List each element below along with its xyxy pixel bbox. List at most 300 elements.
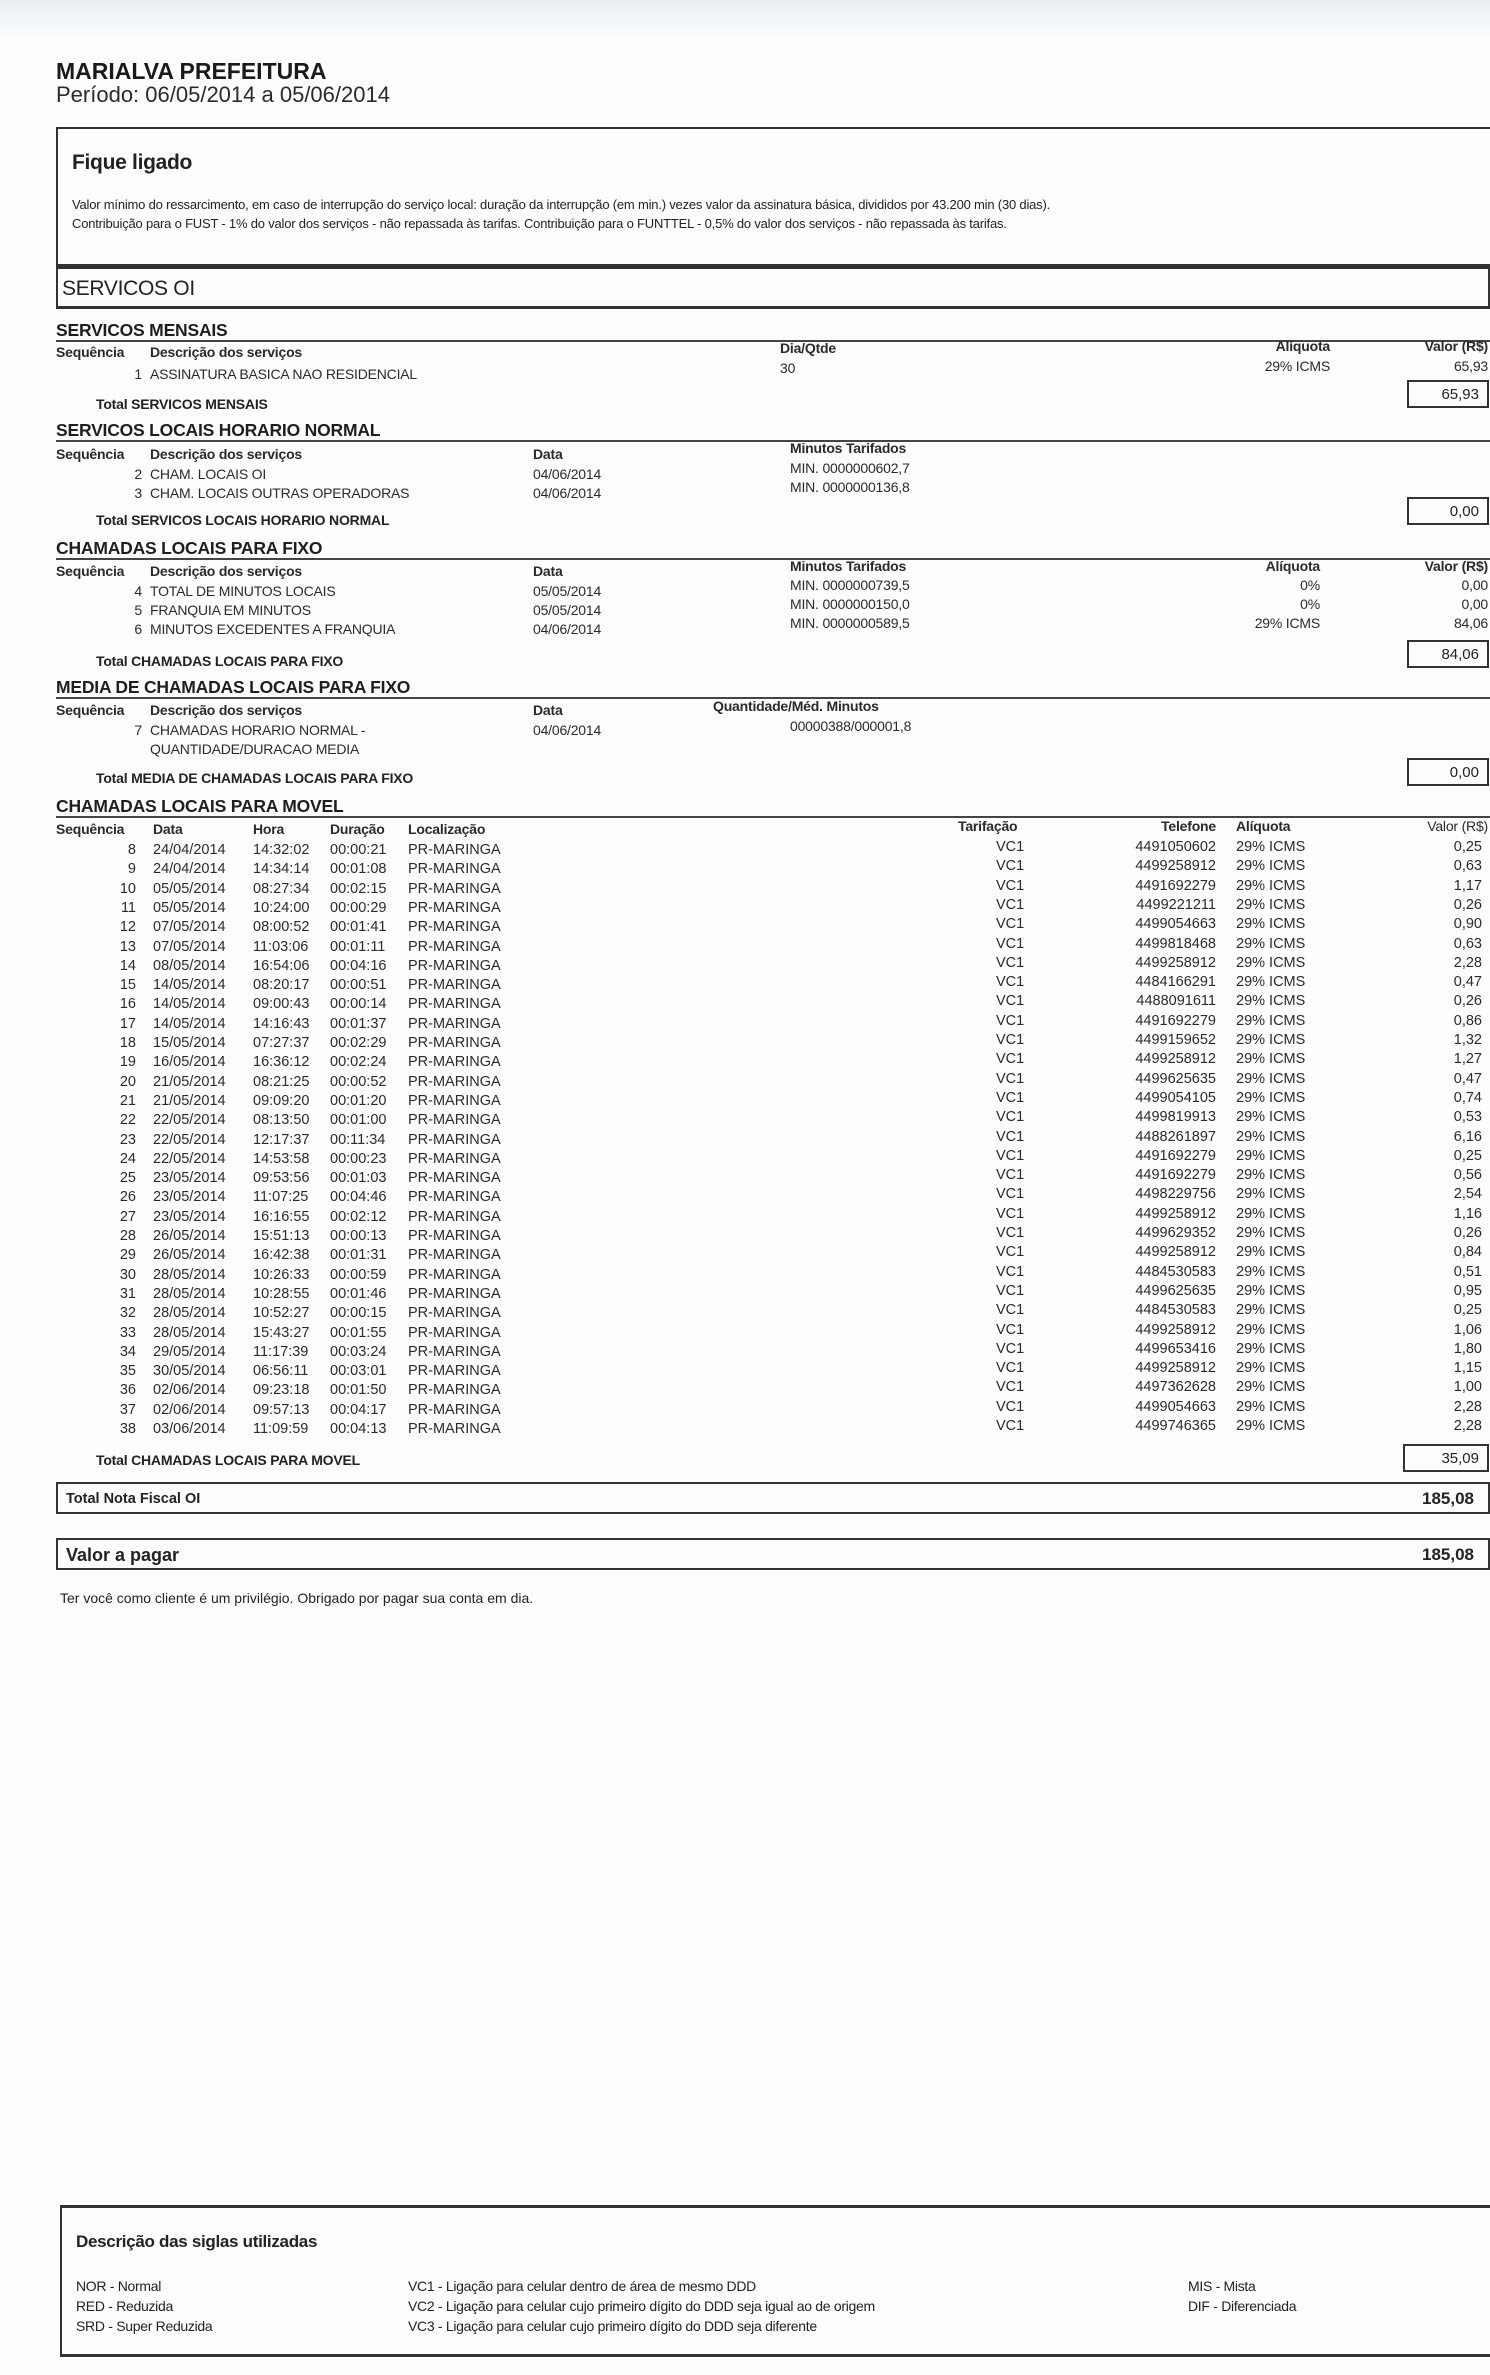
- row-aliquota: 29% ICMS: [1236, 1205, 1306, 1222]
- row-aliquota: 29% ICMS: [1236, 935, 1306, 952]
- row-valor: 6,16: [1453, 1128, 1482, 1145]
- row-valor: 2,54: [1453, 1186, 1482, 1203]
- row-tarifacao: VC1: [996, 1321, 1025, 1338]
- row-telefone: 4491692279: [1135, 877, 1216, 894]
- row-data: 28/05/2014: [153, 1285, 226, 1302]
- row-minutos: MIN. 0000000739,5: [790, 577, 910, 593]
- row-aliquota: 29% ICMS: [1236, 974, 1306, 991]
- row-aliquota: 29% ICMS: [1264, 358, 1330, 374]
- row-data: 07/05/2014: [153, 938, 226, 955]
- row-hora: 16:42:38: [253, 1247, 310, 1264]
- row-tarifacao: VC1: [996, 1051, 1025, 1068]
- row-hora: 10:52:27: [253, 1305, 310, 1322]
- row-localizacao: PR-MARINGA: [408, 1382, 501, 1399]
- row-aliquota: 29% ICMS: [1236, 916, 1306, 933]
- row-seq: 8: [127, 842, 136, 858]
- row-data: 08/05/2014: [153, 957, 226, 974]
- row-telefone: 4488091611: [1136, 993, 1216, 1010]
- row-seq: 4: [134, 583, 142, 599]
- row-duracao: 00:00:29: [330, 899, 387, 916]
- legend-item: MIS - Mista: [1188, 2278, 1256, 2294]
- row-duracao: 00:00:21: [330, 842, 387, 858]
- col-header-aliquota: Alíquota: [1265, 558, 1320, 574]
- row-localizacao: PR-MARINGA: [408, 1266, 501, 1283]
- row-valor: 1,06: [1453, 1321, 1482, 1338]
- row-data: 28/05/2014: [153, 1266, 226, 1283]
- row-tarifacao: VC1: [996, 935, 1025, 952]
- row-minutos: MIN. 0000000136,8: [790, 479, 910, 495]
- row-localizacao: PR-MARINGA: [408, 899, 501, 916]
- total-nota-fiscal-box: [56, 1482, 1490, 1514]
- col-header-minutos: Minutos Tarifados: [790, 558, 907, 574]
- row-telefone: 4499258912: [1135, 1321, 1216, 1338]
- row-hora: 08:00:52: [253, 919, 310, 936]
- row-aliquota: 29% ICMS: [1236, 1109, 1306, 1126]
- row-valor: 0,95: [1453, 1282, 1482, 1299]
- row-tarifacao: VC1: [996, 1032, 1025, 1048]
- col-header-seq: Sequência: [56, 702, 125, 718]
- services-header-box: [56, 267, 1490, 309]
- row-aliquota: 29% ICMS: [1236, 1186, 1306, 1203]
- col-header-seq: Sequência: [56, 446, 125, 462]
- row-duracao: 00:00:15: [330, 1305, 387, 1322]
- row-tarifacao: VC1: [996, 839, 1025, 855]
- row-valor: 2,28: [1453, 1418, 1482, 1434]
- row-data: 02/06/2014: [153, 1401, 226, 1418]
- row-duracao: 00:01:08: [330, 861, 387, 878]
- row-tarifacao: VC1: [996, 1186, 1025, 1203]
- row-hora: 16:36:12: [253, 1054, 310, 1071]
- row-data: 14/05/2014: [153, 977, 226, 994]
- row-data: 14/05/2014: [153, 996, 226, 1013]
- row-valor: 84,06: [1453, 615, 1488, 631]
- row-seq: 36: [119, 1382, 136, 1399]
- row-valor: 0,25: [1453, 839, 1482, 855]
- row-data: 05/05/2014: [153, 880, 226, 897]
- col-header-aliquota: Alíquota: [1236, 818, 1291, 834]
- row-data: 22/05/2014: [153, 1112, 226, 1129]
- row-telefone: 4491692279: [1135, 1147, 1216, 1164]
- row-duracao: 00:03:24: [330, 1343, 387, 1360]
- row-data: 23/05/2014: [153, 1170, 226, 1187]
- row-hora: 11:03:06: [253, 938, 309, 955]
- row-aliquota: 29% ICMS: [1236, 839, 1306, 855]
- row-aliquota: 29% ICMS: [1236, 1302, 1306, 1319]
- row-seq: 32: [119, 1305, 136, 1322]
- row-hora: 09:00:43: [253, 996, 310, 1013]
- thank-you-message: Ter você como cliente é um privilégio. Obrigado por pagar sua conta em dia.: [60, 1590, 534, 1606]
- col-header-seq: Sequência: [56, 344, 125, 360]
- row-aliquota: 29% ICMS: [1236, 1379, 1306, 1396]
- row-tarifacao: VC1: [996, 1147, 1025, 1164]
- section-title-media: MEDIA DE CHAMADAS LOCAIS PARA FIXO: [56, 677, 411, 697]
- row-aliquota: 29% ICMS: [1236, 1340, 1306, 1357]
- row-seq: 17: [119, 1015, 136, 1032]
- row-duracao: 00:01:41: [330, 919, 387, 936]
- row-telefone: 4499818468: [1135, 935, 1216, 952]
- row-seq: 37: [119, 1401, 136, 1418]
- row-aliquota: 0%: [1300, 577, 1320, 593]
- row-data: 23/05/2014: [153, 1189, 226, 1206]
- notice-line-1: Valor mínimo do ressarcimento, em caso de interrupção do serviço local: duração da interrupção (em min.) vezes valor da assinatura básica, divididos por 43.200 min (30 dias).: [72, 197, 1051, 212]
- row-minutos: MIN. 0000000150,0: [790, 596, 910, 612]
- row-valor: 2,28: [1453, 954, 1482, 971]
- row-data: 22/05/2014: [153, 1150, 226, 1167]
- row-telefone: 4491692279: [1135, 1167, 1216, 1184]
- row-valor: 1,16: [1453, 1205, 1482, 1222]
- row-tarifacao: VC1: [996, 1418, 1025, 1434]
- row-duracao: 00:00:59: [330, 1266, 387, 1283]
- row-seq: 27: [119, 1208, 136, 1225]
- row-valor: 0,25: [1453, 1302, 1482, 1319]
- row-data: 23/05/2014: [153, 1208, 226, 1225]
- scan-edge: [0, 0, 1490, 40]
- row-localizacao: PR-MARINGA: [408, 1421, 501, 1437]
- col-header-data: Data: [533, 446, 563, 462]
- row-duracao: 00:01:37: [330, 1015, 387, 1032]
- row-tarifacao: VC1: [996, 1263, 1025, 1280]
- row-data: 21/05/2014: [153, 1073, 226, 1090]
- row-seq: 25: [119, 1170, 136, 1187]
- col-header-hora: Hora: [253, 821, 285, 837]
- row-duracao: 00:00:52: [330, 1073, 387, 1090]
- total-label-fixo: Total CHAMADAS LOCAIS PARA FIXO: [96, 653, 344, 669]
- row-data: 22/05/2014: [153, 1131, 226, 1148]
- row-seq: 28: [119, 1228, 136, 1244]
- col-header-seq: Sequência: [56, 563, 125, 579]
- row-data: 29/05/2014: [153, 1343, 226, 1360]
- row-aliquota: 29% ICMS: [1236, 1418, 1306, 1434]
- row-localizacao: PR-MARINGA: [408, 1401, 501, 1418]
- row-aliquota: 29% ICMS: [1236, 1244, 1306, 1261]
- row-duracao: 00:11:34: [330, 1131, 386, 1148]
- row-duracao: 00:01:20: [330, 1092, 387, 1109]
- row-seq: 23: [119, 1131, 136, 1148]
- total-nota-fiscal-label: Total Nota Fiscal OI: [66, 1491, 201, 1507]
- row-localizacao: PR-MARINGA: [408, 1092, 501, 1109]
- row-aliquota: 29% ICMS: [1236, 954, 1306, 971]
- col-header-desc: Descrição dos serviços: [150, 702, 303, 718]
- row-seq: 31: [119, 1285, 136, 1302]
- row-localizacao: PR-MARINGA: [408, 1305, 501, 1322]
- row-aliquota: 29% ICMS: [1236, 1089, 1306, 1106]
- total-label-media: Total MEDIA DE CHAMADAS LOCAIS PARA FIXO: [96, 770, 414, 786]
- row-desc-cont: QUANTIDADE/DURACAO MEDIA: [150, 741, 360, 757]
- row-localizacao: PR-MARINGA: [408, 1208, 501, 1225]
- row-seq: 7: [134, 722, 142, 738]
- legend-item: RED - Reduzida: [76, 2298, 173, 2314]
- row-localizacao: PR-MARINGA: [408, 957, 501, 974]
- row-data: 26/05/2014: [153, 1228, 226, 1244]
- row-tarifacao: VC1: [996, 1109, 1025, 1126]
- row-data: 28/05/2014: [153, 1324, 226, 1341]
- row-data: 07/05/2014: [153, 919, 226, 936]
- row-aliquota: 29% ICMS: [1236, 1263, 1306, 1280]
- row-seq: 20: [119, 1073, 136, 1090]
- row-seq: 38: [119, 1421, 136, 1437]
- row-hora: 14:34:14: [253, 861, 310, 878]
- col-header-minutos: Minutos Tarifados: [790, 440, 907, 456]
- row-seq: 6: [134, 621, 142, 637]
- col-header-localizacao: Localização: [408, 821, 486, 837]
- row-duracao: 00:00:23: [330, 1150, 387, 1167]
- row-desc: MINUTOS EXCEDENTES A FRANQUIA: [150, 621, 396, 637]
- row-localizacao: PR-MARINGA: [408, 1131, 501, 1148]
- row-valor: 0,56: [1453, 1167, 1482, 1184]
- row-hora: 15:43:27: [253, 1324, 310, 1341]
- legend-item: NOR - Normal: [76, 2278, 162, 2294]
- row-tarifacao: VC1: [996, 1089, 1025, 1106]
- row-tarifacao: VC1: [996, 974, 1025, 991]
- row-valor: 0,74: [1453, 1089, 1482, 1106]
- row-qty: 30: [780, 360, 796, 376]
- row-telefone: 4499221211: [1136, 896, 1216, 913]
- notice-title: Fique ligado: [72, 151, 193, 174]
- row-localizacao: PR-MARINGA: [408, 1015, 501, 1032]
- row-data: 05/05/2014: [153, 899, 226, 916]
- row-hora: 16:16:55: [253, 1208, 310, 1225]
- col-header-qty: Dia/Qtde: [780, 340, 836, 356]
- row-data: 15/05/2014: [153, 1035, 226, 1051]
- col-header-data: Data: [153, 821, 183, 837]
- row-aliquota: 29% ICMS: [1236, 1321, 1306, 1338]
- row-data: 28/05/2014: [153, 1305, 226, 1322]
- row-hora: 14:32:02: [253, 842, 310, 858]
- row-tarifacao: VC1: [996, 1244, 1025, 1261]
- row-seq: 2: [134, 466, 142, 482]
- row-valor: 0,26: [1453, 896, 1482, 913]
- row-localizacao: PR-MARINGA: [408, 1363, 501, 1380]
- row-seq: 12: [119, 919, 136, 936]
- row-telefone: 4484166291: [1135, 974, 1216, 991]
- row-tarifacao: VC1: [996, 1070, 1025, 1087]
- row-duracao: 00:01:46: [330, 1285, 387, 1302]
- row-aliquota: 29% ICMS: [1236, 896, 1306, 913]
- row-tarifacao: VC1: [996, 1282, 1025, 1299]
- row-valor: 0,26: [1453, 993, 1482, 1010]
- row-localizacao: PR-MARINGA: [408, 1285, 501, 1302]
- legend-item: DIF - Diferenciada: [1188, 2298, 1297, 2314]
- row-tarifacao: VC1: [996, 916, 1025, 933]
- row-aliquota: 29% ICMS: [1236, 1128, 1306, 1145]
- row-seq: 21: [119, 1092, 136, 1109]
- total-value-locais: 0,00: [1407, 497, 1489, 525]
- row-duracao: 00:04:13: [330, 1421, 387, 1437]
- section-title-movel: CHAMADAS LOCAIS PARA MOVEL: [56, 796, 344, 816]
- row-aliquota: 29% ICMS: [1236, 1070, 1306, 1087]
- row-telefone: 4484530583: [1135, 1302, 1216, 1319]
- row-aliquota: 29% ICMS: [1236, 858, 1306, 875]
- row-tarifacao: VC1: [996, 896, 1025, 913]
- row-valor: 2,28: [1453, 1398, 1482, 1415]
- row-seq: 35: [119, 1363, 136, 1380]
- row-telefone: 4499258912: [1135, 954, 1216, 971]
- row-telefone: 4499258912: [1135, 1360, 1216, 1377]
- row-localizacao: PR-MARINGA: [408, 1343, 501, 1360]
- row-duracao: 00:04:46: [330, 1189, 387, 1206]
- row-valor: 1,80: [1453, 1340, 1482, 1357]
- row-hora: 09:23:18: [253, 1382, 310, 1399]
- row-data: 16/05/2014: [153, 1054, 226, 1071]
- row-telefone: 4488261897: [1135, 1128, 1216, 1145]
- row-tarifacao: VC1: [996, 1379, 1025, 1396]
- row-data: 24/04/2014: [153, 861, 226, 878]
- row-duracao: 00:00:13: [330, 1228, 387, 1244]
- row-quantidade: 00000388/000001,8: [790, 718, 912, 734]
- row-valor: 0,63: [1453, 858, 1482, 875]
- row-seq: 16: [119, 996, 136, 1013]
- row-localizacao: PR-MARINGA: [408, 996, 501, 1013]
- row-data: 24/04/2014: [153, 842, 226, 858]
- row-desc: CHAMADAS HORARIO NORMAL -: [150, 722, 366, 738]
- row-hora: 15:51:13: [253, 1228, 310, 1244]
- row-tarifacao: VC1: [996, 877, 1025, 894]
- row-seq: 26: [119, 1189, 136, 1206]
- row-valor: 0,63: [1453, 935, 1482, 952]
- total-label-mensais: Total SERVICOS MENSAIS: [96, 396, 268, 412]
- total-nota-fiscal-value: 185,08: [1422, 1489, 1474, 1508]
- row-valor: 0,86: [1453, 1012, 1482, 1029]
- row-telefone: 4499653416: [1135, 1340, 1216, 1357]
- row-valor: 0,51: [1453, 1263, 1482, 1280]
- row-minutos: MIN. 0000000589,5: [790, 615, 910, 631]
- section-title-fixo: CHAMADAS LOCAIS PARA FIXO: [56, 538, 323, 558]
- row-aliquota: 29% ICMS: [1236, 993, 1306, 1010]
- row-valor: 0,84: [1453, 1244, 1482, 1261]
- row-localizacao: PR-MARINGA: [408, 977, 501, 994]
- col-header-valor: Valor (R$): [1424, 338, 1488, 354]
- section-title-locais: SERVICOS LOCAIS HORARIO NORMAL: [56, 420, 381, 440]
- row-aliquota: 29% ICMS: [1236, 1167, 1306, 1184]
- row-data: 04/06/2014: [533, 722, 602, 738]
- total-value-mensais: 65,93: [1407, 380, 1489, 408]
- row-seq: 15: [119, 977, 136, 994]
- row-telefone: 4499625635: [1135, 1282, 1216, 1299]
- row-desc: FRANQUIA EM MINUTOS: [150, 602, 311, 618]
- row-seq: 34: [119, 1343, 136, 1360]
- col-header-valor: Valor (R$): [1424, 558, 1488, 574]
- amount-due-value: 185,08: [1422, 1545, 1474, 1564]
- row-tarifacao: VC1: [996, 1360, 1025, 1377]
- row-tarifacao: VC1: [996, 1398, 1025, 1415]
- row-data: 04/06/2014: [533, 466, 602, 482]
- row-valor: 1,17: [1453, 877, 1482, 894]
- col-header-seq: Sequência: [56, 821, 125, 837]
- row-telefone: 4499819913: [1135, 1109, 1216, 1126]
- row-hora: 10:24:00: [253, 899, 310, 916]
- row-duracao: 00:01:55: [330, 1324, 387, 1341]
- row-aliquota: 29% ICMS: [1236, 1051, 1306, 1068]
- row-hora: 11:09:59: [253, 1421, 309, 1437]
- row-hora: 12:17:37: [253, 1131, 310, 1148]
- row-valor: 0,53: [1453, 1109, 1482, 1126]
- row-telefone: 4499625635: [1135, 1070, 1216, 1087]
- row-seq: 10: [119, 880, 136, 897]
- row-seq: 11: [120, 899, 136, 916]
- row-telefone: 4499746365: [1135, 1418, 1216, 1434]
- row-telefone: 4497362628: [1135, 1379, 1216, 1396]
- total-label-locais: Total SERVICOS LOCAIS HORARIO NORMAL: [96, 512, 390, 528]
- row-aliquota: 29% ICMS: [1236, 1032, 1306, 1048]
- row-tarifacao: VC1: [996, 1167, 1025, 1184]
- row-aliquota: 29% ICMS: [1236, 1282, 1306, 1299]
- row-aliquota: 29% ICMS: [1236, 877, 1306, 894]
- row-data: 05/05/2014: [533, 583, 602, 599]
- amount-due-label: Valor a pagar: [66, 1545, 180, 1565]
- row-telefone: 4499054105: [1135, 1089, 1216, 1106]
- row-aliquota: 29% ICMS: [1254, 615, 1320, 631]
- col-header-quantidade: Quantidade/Méd. Minutos: [713, 698, 879, 714]
- row-data: 02/06/2014: [153, 1382, 226, 1399]
- row-data: 05/05/2014: [533, 602, 602, 618]
- services-title: SERVICOS OI: [62, 277, 195, 300]
- row-hora: 10:26:33: [253, 1266, 310, 1283]
- row-aliquota: 29% ICMS: [1236, 1147, 1306, 1164]
- row-duracao: 00:00:51: [330, 977, 387, 994]
- row-desc: ASSINATURA BASICA NAO RESIDENCIAL: [150, 366, 417, 382]
- row-seq: 24: [119, 1150, 136, 1167]
- row-hora: 07:27:37: [253, 1035, 310, 1051]
- billing-period: Período: 06/05/2014 a 05/06/2014: [56, 82, 390, 107]
- col-header-data: Data: [533, 563, 563, 579]
- row-valor: 0,00: [1461, 577, 1488, 593]
- row-tarifacao: VC1: [996, 954, 1025, 971]
- legend-title: Descrição das siglas utilizadas: [76, 2232, 318, 2251]
- row-hora: 09:57:13: [253, 1401, 310, 1418]
- row-hora: 08:20:17: [253, 977, 310, 994]
- row-localizacao: PR-MARINGA: [408, 1035, 501, 1051]
- total-value-movel: 35,09: [1403, 1444, 1489, 1472]
- row-hora: 14:53:58: [253, 1150, 310, 1167]
- row-telefone: 4499629352: [1135, 1225, 1216, 1241]
- col-header-desc: Descrição dos serviços: [150, 446, 303, 462]
- row-duracao: 00:04:16: [330, 957, 387, 974]
- row-data: 30/05/2014: [153, 1363, 226, 1380]
- row-desc: CHAM. LOCAIS OUTRAS OPERADORAS: [150, 485, 410, 501]
- row-data: 14/05/2014: [153, 1015, 226, 1032]
- row-seq: 33: [119, 1324, 136, 1341]
- row-valor: 1,27: [1453, 1051, 1482, 1068]
- row-valor: 0,47: [1453, 974, 1482, 991]
- row-seq: 29: [119, 1247, 136, 1264]
- row-localizacao: PR-MARINGA: [408, 1054, 501, 1071]
- row-seq: 19: [119, 1054, 136, 1071]
- row-hora: 08:21:25: [253, 1073, 310, 1090]
- amount-due-box: [56, 1538, 1490, 1570]
- row-telefone: 4499159652: [1135, 1032, 1216, 1048]
- legend-item: VC1 - Ligação para celular dentro de área de mesmo DDD: [408, 2278, 756, 2294]
- row-duracao: 00:02:15: [330, 880, 387, 897]
- row-aliquota: 29% ICMS: [1236, 1012, 1306, 1029]
- row-seq: 1: [134, 366, 142, 382]
- row-duracao: 00:02:24: [330, 1054, 387, 1071]
- row-duracao: 00:01:31: [330, 1247, 387, 1264]
- row-localizacao: PR-MARINGA: [408, 880, 501, 897]
- row-seq: 9: [127, 861, 136, 878]
- col-header-desc: Descrição dos serviços: [150, 344, 303, 360]
- row-localizacao: PR-MARINGA: [408, 1324, 501, 1341]
- row-seq: 3: [134, 485, 142, 501]
- total-value-media: 0,00: [1407, 758, 1489, 786]
- row-desc: CHAM. LOCAIS OI: [150, 466, 267, 482]
- row-localizacao: PR-MARINGA: [408, 1112, 501, 1129]
- row-aliquota: 0%: [1300, 596, 1320, 612]
- row-hora: 09:53:56: [253, 1170, 310, 1187]
- row-seq: 13: [119, 938, 136, 955]
- row-data: 03/06/2014: [153, 1421, 226, 1437]
- row-localizacao: PR-MARINGA: [408, 938, 501, 955]
- row-telefone: 4498229756: [1135, 1186, 1216, 1203]
